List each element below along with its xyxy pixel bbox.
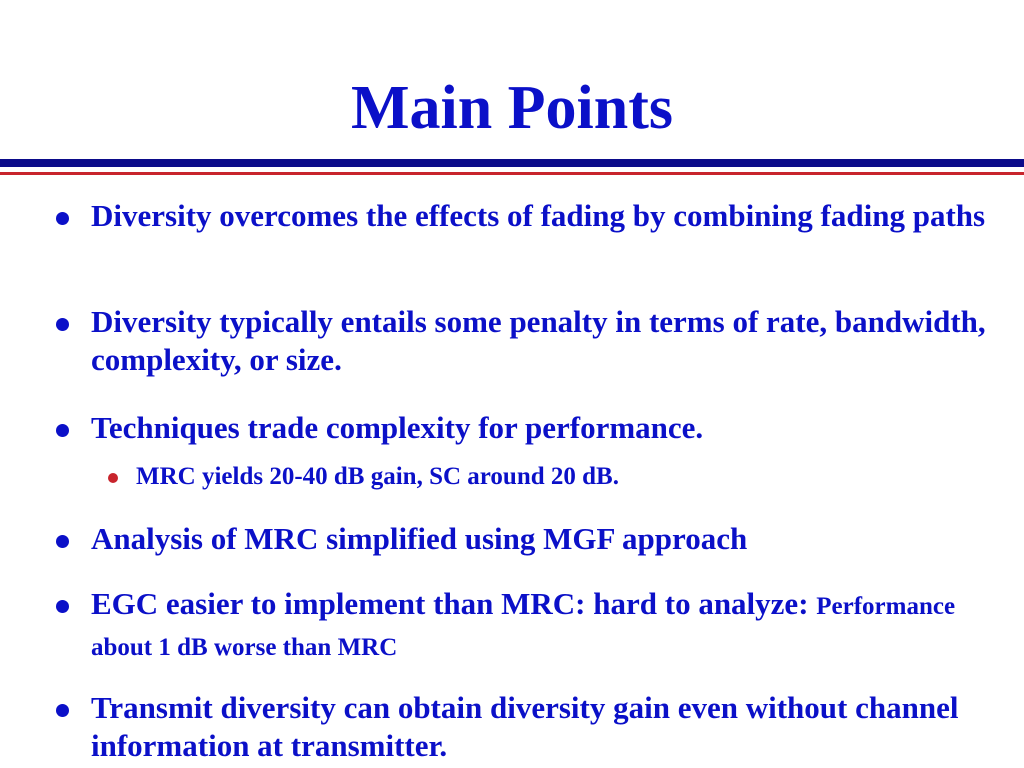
bullet-item-2: Diversity typically entails some penalty in terms of rate, bandwidth, complexity, or size. [91, 304, 986, 377]
title-divider-thin [0, 172, 1024, 175]
title-divider-thick [0, 159, 1024, 167]
bullet-dot [56, 535, 69, 548]
bullet-dot [56, 212, 69, 225]
bullet-item-3: Techniques trade complexity for performance. [91, 410, 704, 445]
bullet-dot [56, 600, 69, 613]
sub-bullet-dot [108, 473, 118, 483]
bullet-item-5-main: EGC easier to implement than MRC: hard to analyze: [91, 586, 809, 621]
bullet-dot [56, 424, 69, 437]
bullet-dot [56, 704, 69, 717]
bullet-item-5-tail: Performance about 1 dB worse than MRC [91, 593, 956, 661]
bullet-item-6: Transmit diversity can obtain diversity gain even without channel information at transmitter. [91, 690, 959, 763]
bullet-item-1: Diversity overcomes the effects of fading by combining fading paths [91, 198, 986, 233]
sub-bullet-item-1: MRC yields 20-40 dB gain, SC around 20 dB. [136, 463, 619, 490]
bullet-dot [56, 318, 69, 331]
bullet-item-5 [91, 585, 991, 667]
slide-title: Main Points [350, 74, 674, 142]
bullet-item-4: Analysis of MRC simplified using MGF approach [91, 521, 748, 556]
